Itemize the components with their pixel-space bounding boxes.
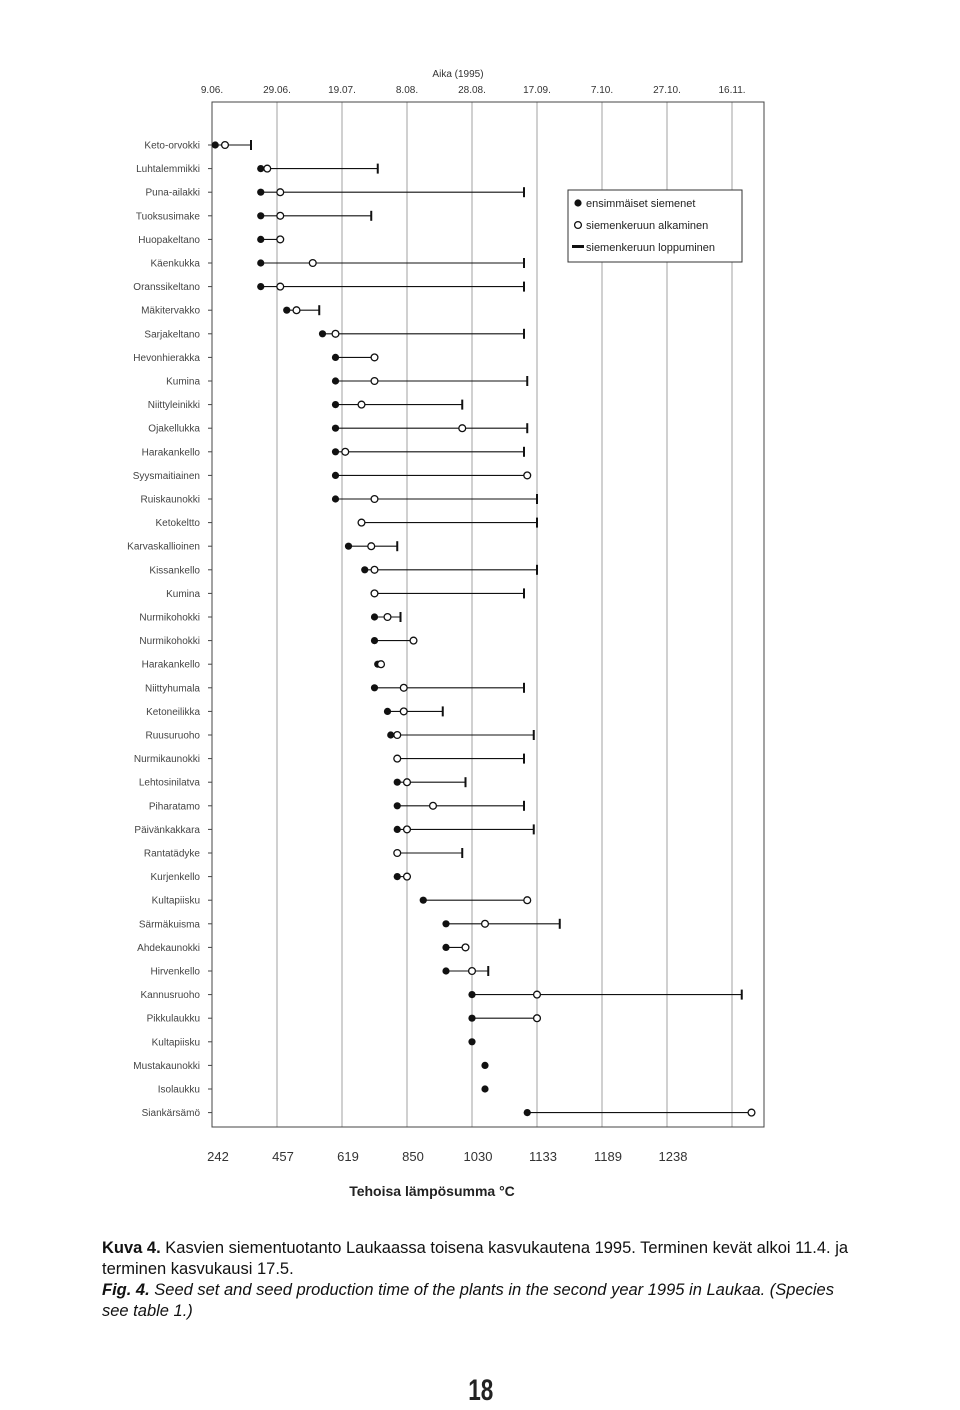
collection-start-circle [482,920,489,927]
species-label: Ojakellukka [148,423,200,435]
collection-start-circle [371,566,378,573]
collection-start-circle [430,802,437,809]
species-row [319,329,524,339]
species-row [332,400,462,410]
species-label: Hirvenkello [150,966,200,978]
species-row [332,494,537,504]
bottom-tick-label: 850 [402,1149,424,1164]
species-row [371,683,524,693]
species-label: Oranssikeltano [133,282,200,294]
species-label: Kumina [166,588,200,600]
species-label: Mustakaunokki [133,1060,200,1072]
top-tick-label: 27.10. [653,85,681,96]
species-label: Lehtosinilatva [138,777,200,789]
collection-start-circle [384,614,391,621]
top-axis-ticks [201,85,746,96]
top-tick-label: 7.10. [590,85,614,96]
bottom-tick-label: 242 [207,1149,229,1164]
species-row [332,354,378,361]
collection-start-circle [748,1109,755,1116]
species-label: Nurmikaunokki [133,754,200,766]
top-tick-label: 19.07. [328,85,356,96]
collection-start-circle [371,378,378,385]
top-axis-title: Aika (1995) [432,69,484,80]
collection-start-circle [462,944,469,951]
species-row [371,588,524,598]
collection-start-circle [277,283,284,290]
species-label: Keto-orvokki [144,140,200,152]
species-row [481,1062,488,1069]
first-seeds-dot [371,637,378,644]
first-seeds-dot [332,472,339,479]
species-row [283,305,319,315]
species-label: Nurmikohokki [139,612,200,624]
collection-start-circle [309,260,316,267]
first-seeds-dot [319,330,326,337]
species-row [468,990,741,1000]
legend-collection-start-label: siemenkeruun alkaminen [586,220,709,232]
species-label: Ruusuruoho [145,730,200,742]
legend-bar [572,245,584,248]
first-seeds-dot [481,1085,488,1092]
species-row [257,164,378,174]
species-row [387,730,534,740]
first-seeds-dot [371,684,378,691]
collection-start-circle [222,142,229,149]
species-label: Kannusruoho [140,990,200,1002]
species-row [345,541,397,551]
collection-start-circle [534,991,541,998]
legend-filled-dot [574,199,581,206]
legend [568,190,742,262]
species-row [332,472,531,479]
species-label: Pikkulaukku [146,1013,200,1025]
caption-en-label: Fig. 4. [102,1281,150,1299]
species-label: Huopakeltano [138,234,200,246]
species-label: Niittyleinikki [147,400,200,412]
first-seeds-dot [442,944,449,951]
caption-english [102,1280,852,1322]
first-seeds-dot [332,448,339,455]
collection-start-circle [524,472,531,479]
first-seeds-dot [361,566,368,573]
top-tick-label: 28.08. [458,85,486,96]
collection-start-circle [371,590,378,597]
first-seeds-dot [524,1109,531,1116]
species-row [257,187,524,197]
species-row [524,1109,755,1116]
species-label: Luhtalemmikki [136,164,200,176]
first-seeds-dot [332,425,339,432]
first-seeds-dot [332,401,339,408]
top-tick-label: 29.06. [263,85,291,96]
species-row [442,944,469,951]
x-axis-title: Tehoisa lämpösumma °C [349,1183,515,1199]
first-seeds-dot [257,236,264,243]
first-seeds-dot [332,377,339,384]
first-seeds-dot [257,259,264,266]
species-row [371,637,417,644]
top-tick-label: 16.11. [718,85,746,96]
bottom-tick-label: 1238 [658,1149,688,1164]
species-row [468,1038,475,1045]
first-seeds-dot [394,802,401,809]
collection-start-circle [368,543,375,550]
species-row [394,873,411,880]
first-seeds-dot [394,873,401,880]
species-label: Kissankello [149,565,200,577]
collection-start-circle [524,897,531,904]
species-row [442,966,488,976]
collection-start-circle [404,826,411,833]
collection-start-circle [371,354,378,361]
first-seeds-dot [394,779,401,786]
caption-finnish [102,1238,852,1280]
species-label: Ahdekaunokki [137,942,200,954]
first-seeds-dot [257,212,264,219]
bottom-tick-label: 1189 [594,1149,622,1164]
collection-start-circle [277,189,284,196]
collection-start-circle [332,330,339,337]
bottom-tick-label: 1030 [463,1149,493,1164]
species-row [394,754,524,764]
caption-en-text: Seed set and seed production time of the plants in the second year 1995 in Laukaa. (Species see table 1.) [102,1281,834,1320]
bottom-tick-label: 1133 [529,1149,557,1164]
collection-start-circle [358,401,365,408]
species-label: Sarjakeltano [144,329,200,341]
species-label: Syysmaitiainen [132,470,200,482]
first-seeds-dot [468,991,475,998]
species-row [394,824,534,834]
species-row [394,801,524,811]
collection-start-circle [277,236,284,243]
legend-collection-end-label: siemenkeruun loppuminen [586,242,716,254]
species-label: Päivänkakkara [134,824,200,836]
species-label: Nurmikohokki [139,636,200,648]
species-label: Kultapiisku [151,1037,200,1049]
species-label: Karvaskallioinen [127,541,200,553]
first-seeds-dot [257,189,264,196]
species-label: Ketoneilikka [146,706,200,718]
species-label: Kurjenkello [150,872,200,884]
collection-start-circle [358,519,365,526]
species-label: Ketokeltto [155,518,200,530]
species-label: Kultapiisku [151,895,200,907]
first-seeds-dot [371,613,378,620]
caption-fi-label: Kuva 4. [102,1239,161,1257]
species-label: Käenkukka [150,258,200,270]
first-seeds-dot [257,283,264,290]
species-row [332,376,527,386]
collection-start-circle [394,850,401,857]
collection-start-circle [400,708,407,715]
collection-start-circle [264,165,271,172]
first-seeds-dot [468,1015,475,1022]
species-label: Piharatamo [148,801,200,813]
species-label: Tuoksusimake [135,211,200,223]
species-row [332,447,524,457]
species-label: Siankärsämö [141,1108,200,1120]
collection-start-circle [410,637,417,644]
species-label: Harakankello [141,447,200,459]
species-row [384,706,443,716]
first-seeds-dot [332,495,339,502]
species-label: Kumina [166,376,200,388]
species-label: Mäkitervakko [141,305,200,317]
species-label: Isolaukku [157,1084,200,1096]
collection-start-circle [378,661,385,668]
caption-fi-text: Kasvien siementuotanto Laukaassa toisena kasvukautena 1995. Terminen kevät alkoi 11.4. ja terminen kasvukausi 17.5. [102,1239,849,1278]
collection-start-circle [293,307,300,314]
first-seeds-dot [332,354,339,361]
collection-start-circle [404,779,411,786]
legend-open-circle [575,222,582,229]
species-label: Ruiskaunokki [140,494,200,506]
figure-caption [102,1238,852,1322]
collection-start-circle [394,755,401,762]
species-ranges [212,140,755,1116]
bottom-tick-label: 457 [272,1149,294,1164]
species-row [371,612,401,622]
first-seeds-dot [394,826,401,833]
first-seeds-dot [283,307,290,314]
species-row [420,897,531,904]
first-seeds-dot [468,1038,475,1045]
species-row [394,848,462,858]
species-label: Harakankello [141,659,200,671]
top-tick-label: 9.06. [200,85,224,96]
first-seeds-dot [481,1062,488,1069]
species-label: Särmäkuisma [138,919,200,931]
collection-start-circle [400,684,407,691]
first-seeds-dot [384,708,391,715]
species-row [442,919,559,929]
species-row [257,236,284,243]
species-row [332,423,527,433]
collection-start-circle [342,448,349,455]
collection-start-circle [371,496,378,503]
species-row [358,518,537,528]
species-row [257,211,371,221]
species-label: Rantatädyke [143,848,200,860]
species-label: Puna-ailakki [145,187,200,199]
page-number: 18 [468,1374,494,1407]
species-label: Hevonhierakka [133,352,200,364]
top-tick-label: 8.08. [395,85,419,96]
first-seeds-dot [442,967,449,974]
species-row [257,282,524,292]
species-row [257,258,524,268]
species-label: Niittyhumala [144,683,200,695]
species-row [361,565,537,575]
collection-start-circle [394,732,401,739]
collection-start-circle [277,212,284,219]
collection-start-circle [459,425,466,432]
collection-start-circle [404,873,411,880]
first-seeds-dot [212,141,219,148]
species-row [481,1085,488,1092]
legend-first-seeds-label: ensimmäiset siemenet [586,198,696,210]
species-row [212,140,251,150]
species-labels [127,141,212,1120]
species-row [394,777,466,787]
first-seeds-dot [442,920,449,927]
bottom-axis-ticks [207,1149,687,1164]
species-row [468,1015,540,1022]
bottom-tick-label: 619 [337,1149,359,1164]
top-tick-label: 17.09. [523,85,551,96]
collection-start-circle [469,968,476,975]
species-row [374,661,384,668]
first-seeds-dot [420,897,427,904]
collection-start-circle [534,1015,541,1022]
first-seeds-dot [345,543,352,550]
